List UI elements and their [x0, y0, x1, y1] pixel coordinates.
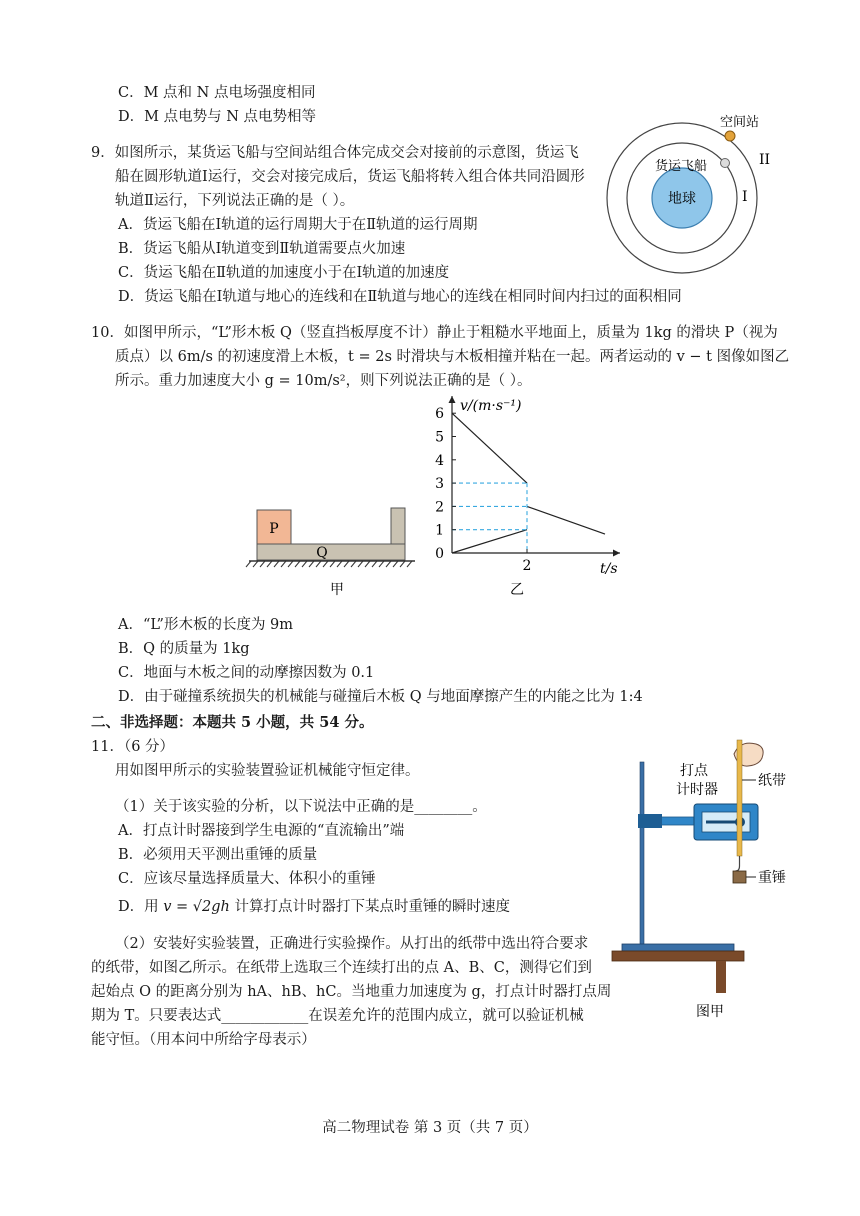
ground-hatch-mark [393, 561, 398, 567]
ground-hatch-mark [351, 561, 356, 567]
ground-hatch-mark [407, 561, 412, 567]
ground-hatch-mark [365, 561, 370, 567]
q9-stem-line2: 船在圆形轨道Ⅰ运行，交会对接完成后，货运飞船将转入组合体共同沿圆形 [115, 169, 585, 185]
block-p-label: P [269, 521, 279, 537]
orbit-i-label: I [742, 189, 748, 205]
ground-hatch-mark [309, 561, 314, 567]
figure-jia [245, 500, 425, 600]
ground-hatch-mark [344, 561, 349, 567]
x-tick-label-2: 2 [522, 558, 532, 574]
ground-hatch-mark [253, 561, 258, 567]
q10-option-b: B．Q 的质量为 1kg [118, 641, 250, 657]
ground-hatch-mark [400, 561, 405, 567]
clamp [638, 814, 662, 828]
vt-graph [420, 390, 630, 600]
tape-label: 纸带 [758, 773, 786, 789]
cargo-ship [721, 159, 730, 168]
earth-label: 地球 [668, 191, 696, 207]
y-tick-label-1: 1 [435, 522, 444, 539]
board-q-label: Q [316, 545, 328, 561]
q10-stem-line1: 10．如图甲所示，“L”形木板 Q（竖直挡板厚度不计）静止于粗糙水平地面上，质量为 1kg 的滑块 P（视为 [91, 325, 778, 341]
q11-sub2-line3: 起始点 O 的距离分别为 hA、hB、hC。当地重力加速度为 g，打点计时器打点周 [91, 984, 612, 1000]
ground-hatch-mark [302, 561, 307, 567]
q9-option-d: D．货运飞船在Ⅰ轨道与地心的连线和在Ⅱ轨道与地心的连线在相同时间内扫过的面积相同 [118, 289, 682, 305]
paper-tape [737, 740, 742, 856]
ground-hatch [246, 561, 412, 567]
ground-hatch-mark [372, 561, 377, 567]
timer-label-1: 打点 [680, 763, 708, 779]
q11-option-d-formula: v = √2gh [163, 899, 230, 915]
q10-option-d: D．由于碰撞系统损失的机械能与碰撞后木板 Q 与地面摩擦产生的内能之比为 1:4 [118, 689, 643, 705]
q11-option-c: C．应该尽量选择质量大、体积小的重锤 [118, 871, 376, 887]
ground-hatch-mark [330, 561, 335, 567]
ship-label: 货运飞船 [655, 159, 708, 174]
ground-hatch-mark [260, 561, 265, 567]
q11-option-b: B．必须用天平测出重锤的质量 [118, 847, 318, 863]
fig-jia-caption: 甲 [330, 582, 344, 598]
ground-hatch-mark [274, 561, 279, 567]
q10-stem-line2: 质点）以 6m/s 的初速度滑上木板，t = 2s 时滑块与木板相撞并粘在一起。两者运动的 v − t 图像如图乙 [115, 349, 790, 365]
q8-option-c: C．M 点和 N 点电场强度相同 [118, 85, 316, 101]
q11-head: 11．（6 分） [91, 739, 175, 755]
ground-hatch-mark [246, 561, 251, 567]
ground-hatch-mark [281, 561, 286, 567]
apparatus-caption: 图甲 [696, 1004, 724, 1020]
q11-sub2-line4: 期为 T。只要表达式____________在误差允许的范围内成立，就可以验证机械 [91, 1008, 584, 1024]
q11-sub1: （1）关于该实验的分析，以下说法中正确的是________。 [115, 799, 487, 815]
q11-sub2-line5: 能守恒。（用本问中所给字母表示） [91, 1032, 316, 1048]
q9-option-b: B．货运飞船从Ⅰ轨道变到Ⅱ轨道需要点火加速 [118, 241, 406, 257]
ground-hatch-mark [316, 561, 321, 567]
q9-option-a: A．货运飞船在Ⅰ轨道的运行周期大于在Ⅱ轨道的运行周期 [118, 217, 478, 233]
q11-option-d [118, 897, 510, 917]
weight-hook [736, 856, 740, 871]
ground-hatch-mark [379, 561, 384, 567]
ground-hatch-mark [323, 561, 328, 567]
y-tick-label-5: 5 [435, 429, 444, 446]
y-tick-label-6: 6 [435, 406, 444, 423]
series-2-line [452, 530, 527, 553]
y-axis-label: v/(m·s⁻¹) [460, 398, 522, 414]
orbit-figure [600, 110, 800, 290]
orbit-ii-label: II [759, 152, 771, 168]
ground-hatch-mark [386, 561, 391, 567]
clamp-arm [658, 817, 696, 825]
series-3-line [527, 506, 605, 534]
section2-title: 二、非选择题：本题共 5 小题，共 54 分。 [91, 714, 374, 731]
stand-base [622, 944, 734, 951]
x-axis-label: t/s [600, 561, 618, 577]
y-tick-label-4: 4 [435, 452, 444, 469]
stand-rod [640, 762, 644, 948]
q11-option-d-suffix: 计算打点计时器打下某点时重锤的瞬时速度 [234, 899, 511, 915]
timer-label-2: 计时器 [676, 782, 718, 798]
y-tick-label-0: 0 [435, 546, 444, 562]
q11-option-d-prefix: D．用 [118, 899, 159, 915]
series-1-line [452, 413, 527, 483]
q11-option-a: A．打点计时器接到学生电源的“直流输出”端 [118, 823, 405, 839]
ground-hatch-mark [267, 561, 272, 567]
board-wall [391, 508, 405, 544]
q10-stem-line3: 所示。重力加速度大小 g = 10m/s²，则下列说法正确的是（ ）。 [115, 373, 532, 389]
station-label: 空间站 [720, 115, 760, 130]
ground-hatch-mark [288, 561, 293, 567]
table-leg [716, 961, 726, 993]
board-q [257, 544, 405, 560]
q8-option-d: D．M 点电势与 N 点电势相等 [118, 109, 316, 125]
space-station [725, 131, 735, 141]
fig-yi-caption: 乙 [510, 582, 524, 598]
ground-hatch-mark [337, 561, 342, 567]
ground-hatch-mark [295, 561, 300, 567]
y-tick-label-2: 2 [435, 499, 444, 516]
q10-option-c: C．地面与木板之间的动摩擦因数为 0.1 [118, 665, 375, 681]
weight-label: 重锤 [758, 870, 786, 886]
q11-sub2-line1: （2）安装好实验装置，正确进行实验操作。从打出的纸带中选出符合要求 [115, 936, 589, 952]
q9-stem-line3: 轨道Ⅱ运行，下列说法正确的是（ ）。 [115, 193, 355, 209]
page-footer: 高二物理试卷 第 3 页（共 7 页） [322, 1120, 538, 1136]
weight [733, 871, 746, 883]
q9-option-c: C．货运飞船在Ⅱ轨道的加速度小于在Ⅰ轨道的加速度 [118, 265, 450, 281]
q11-sub2-line2: 的纸带，如图乙所示。在纸带上选取三个连续打出的点 A、B、C，测得它们到 [91, 960, 592, 976]
ground-hatch-mark [358, 561, 363, 567]
apparatus-figure [600, 730, 810, 1030]
q11-intro: 用如图甲所示的实验装置验证机械能守恒定律。 [115, 763, 420, 779]
y-tick-label-3: 3 [435, 476, 444, 493]
q9-stem-line1: 9．如图所示，某货运飞船与空间站组合体完成交会对接前的示意图，货运飞 [91, 145, 579, 161]
q10-option-a: A．“L”形木板的长度为 9m [118, 617, 294, 633]
table-top [612, 951, 744, 961]
